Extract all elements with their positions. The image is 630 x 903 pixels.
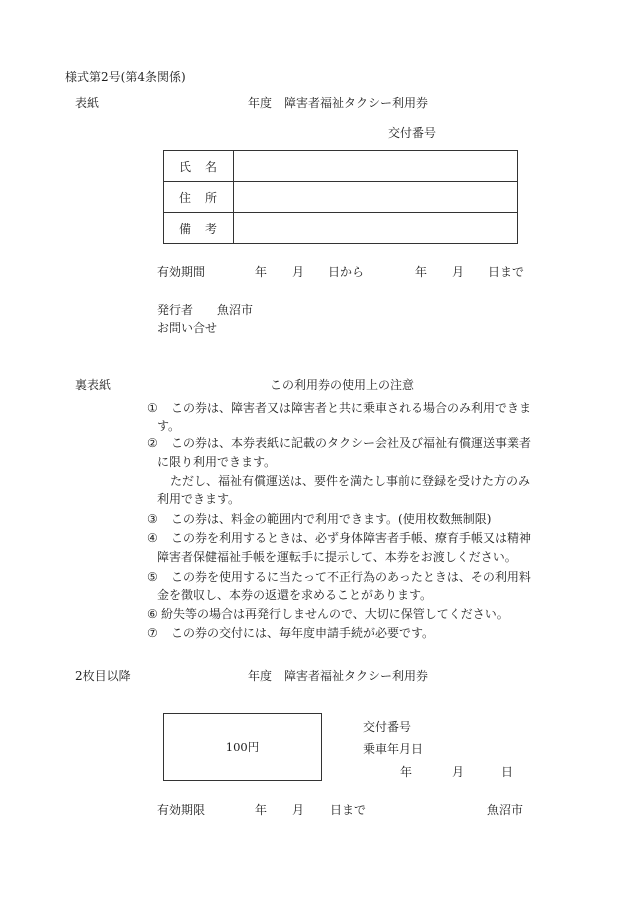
note-line: に限り利用できます。 <box>157 455 277 469</box>
note-line: 利用できます。 <box>157 492 241 506</box>
note-line: 障害者保健福祉手帳を運転手に提示して、本券をお渡しください。 <box>157 550 517 564</box>
note-line: この券の交付には、毎年度申請手続が必要です。 <box>171 626 435 640</box>
ticket-amount-box <box>163 713 322 781</box>
validity-label: 有効期間 <box>157 265 206 279</box>
validity-month-to: 月 <box>452 265 465 279</box>
table-row <box>164 151 517 182</box>
cover-title: 年度 障害者福祉タクシー利用券 <box>248 96 429 110</box>
ride-year: 年 <box>400 765 413 779</box>
address-label: 住 所 <box>164 182 234 212</box>
name-field[interactable] <box>234 151 517 181</box>
issuer-label: 発行者 <box>157 303 194 317</box>
ticket-section-label: 2枚目以降 <box>75 669 131 683</box>
note-marker: ③ <box>147 512 158 526</box>
validity-month-from: 月 <box>292 265 305 279</box>
issuer-name: 魚沼市 <box>217 303 254 317</box>
contact-label: お問い合せ <box>157 321 218 335</box>
note-line: この券は、障害者又は障害者と共に乗車される場合のみ利用できま <box>171 401 532 415</box>
back-title: この利用券の使用上の注意 <box>270 378 415 392</box>
table-row <box>164 182 517 213</box>
ticket-amount: 100円 <box>225 740 260 754</box>
ticket-validity-year: 年 <box>255 803 268 817</box>
note-line: す。 <box>157 419 181 433</box>
validity-day-from: 日から <box>328 265 365 279</box>
name-label: 氏 名 <box>164 151 234 181</box>
note-marker: ⑤ <box>147 570 158 584</box>
note-marker: ⑥ <box>147 607 158 621</box>
note-line: この券を使用するに当たって不正行為のあったときは、その利用料 <box>171 570 531 584</box>
validity-year-to: 年 <box>415 265 428 279</box>
ride-month: 月 <box>452 765 465 779</box>
ride-day: 日 <box>501 765 514 779</box>
ticket-validity-day-to: 日まで <box>330 803 367 817</box>
note-marker: ④ <box>147 531 158 545</box>
note-line: 金を徴収し、本券の返還を求めることがあります。 <box>157 588 433 602</box>
cover-info-table <box>163 150 518 244</box>
remarks-label: 備 考 <box>164 213 234 243</box>
ticket-validity-month: 月 <box>292 803 305 817</box>
note-marker: ① <box>147 401 158 415</box>
validity-year-from: 年 <box>255 265 268 279</box>
note-marker: ② <box>147 436 158 450</box>
ticket-issuer: 魚沼市 <box>487 803 524 817</box>
note-line: この券は、料金の範囲内で利用できます。(使用枚数無制限) <box>171 512 492 526</box>
note-line: この券は、本券表紙に記載のタクシー会社及び福祉有償運送事業者 <box>171 436 532 450</box>
table-row <box>164 213 517 243</box>
validity-day-to: 日まで <box>488 265 525 279</box>
note-line: 紛失等の場合は再発行しませんので、大切に保管してください。 <box>161 607 509 621</box>
note-line: この券を利用するときは、必ず身体障害者手帳、療育手帳又は精神 <box>171 531 532 545</box>
ticket-issue-number-label: 交付番号 <box>363 720 412 734</box>
address-field[interactable] <box>234 182 517 212</box>
ticket-validity-label: 有効期限 <box>157 803 206 817</box>
note-marker: ⑦ <box>147 626 158 640</box>
ride-date-label: 乗車年月日 <box>363 742 424 756</box>
form-number-label: 様式第2号(第4条関係) <box>65 70 186 84</box>
note-line: ただし、福祉有償運送は、要件を満たし事前に登録を受けた方のみ <box>170 474 531 488</box>
ticket-title: 年度 障害者福祉タクシー利用券 <box>248 669 429 683</box>
back-section-label: 裏表紙 <box>75 378 112 392</box>
cover-section-label: 表紙 <box>75 96 100 110</box>
cover-issue-number-label: 交付番号 <box>388 126 437 140</box>
remarks-field[interactable] <box>234 213 517 243</box>
